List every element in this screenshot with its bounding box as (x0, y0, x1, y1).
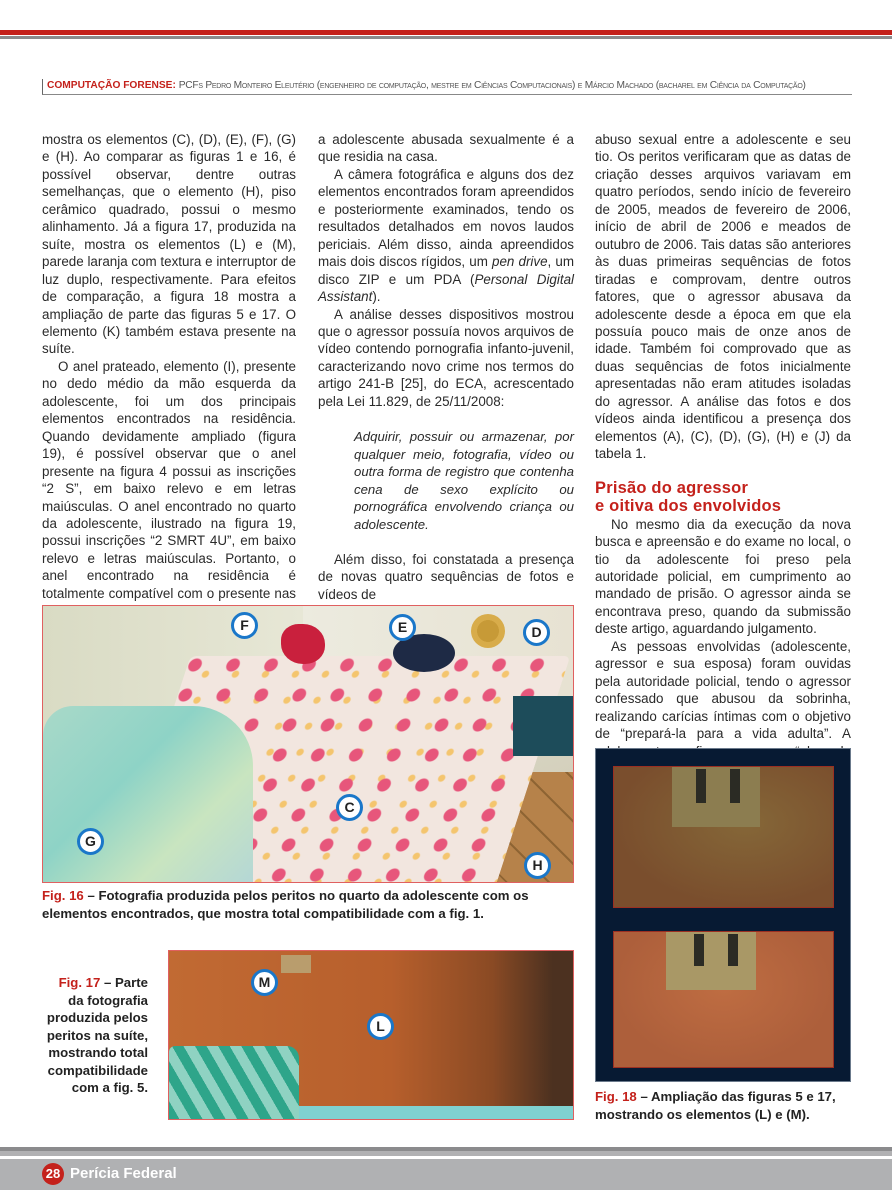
paragraph: A análise desses dispositivos mostrou que o agressor possuía novos arquivos de vídeo contendo pornografia infanto-juvenil, caracterizando novo crime nos termos do artigo 241-B [25], do ECA, acrescentado pela Lei 11.829, de 25/11/2008: (318, 306, 574, 409)
top-gray-rule (0, 36, 892, 39)
photo-sofa (169, 1046, 299, 1120)
paragraph: O anel prateado, elemento (I), presente no dedo médio da mão esquerda da adolescente, foi um dos principais elementos encontrados na residência. Quando devidamente ampliado (figura 19), é possível observar que o anel presente na figura 4 possui as inscrições “2 S”, em baixo relevo e em letras maiúsculas. O anel encontrado no quarto da adolescente, ilustrado na figura 19, possui inscrições “2 SMRT 4U”, em baixo relevo e letras maiúsculas. Portanto, o anel encontrado na residência é totalmente compatível com o presente nas (42, 358, 296, 601)
figure-label: Fig. 18 (595, 1089, 637, 1104)
italic-term: pen drive (492, 254, 548, 270)
page-number-badge: 28 (42, 1163, 64, 1185)
marker-d: D (523, 619, 550, 646)
photo-bed (299, 1106, 574, 1120)
text-column-1 (42, 131, 296, 637)
enlargement-fig5 (613, 766, 834, 908)
figure-18-caption (595, 1088, 851, 1123)
paragraph: Além disso, foi constatada a presença de novas quatro sequências de fotos e vídeos de (318, 551, 574, 602)
text-run: ). (372, 289, 381, 305)
enlargement-fig17 (613, 931, 834, 1068)
photo-light-switch (281, 955, 311, 973)
paragraph: No mesmo dia da execução da nova busca e apreensão e do exame no local, o tio da adolescente foi preso pela autoridade policial, em cumprimento ao mandado de prisão. O agressor ainda se encontrava preso, quando da submissão deste artigo, aguardando julgamento. (595, 516, 851, 637)
subheading-line: Prisão do agressor (595, 478, 749, 497)
paragraph: mostra os elementos (C), (D), (E), (F), (G) e (H). Ao comparar as figuras 1 e 16, é possível observar, dentre outras semelhanças, que o elemento (H), piso cerâmico quadrado, possui o mesmo alinhamento. Já a figura 17, produzida na suíte, mostra os elementos (L) e (M), parede laranja com textura e interruptor de luz duplo, respectivamente. Para efeitos de comparação, a figura 18 mostra a ampliação de parte das figuras 5 e 17. O elemento (K) também estava presente na suíte. (42, 132, 296, 357)
law-quote: Adquirir, possuir ou armazenar, por qualquer meio, fotografia, vídeo ou outra forma de registro que contenha cena de sexo explícito ou pornográfica envolvendo criança ou adolescente. (354, 429, 574, 532)
switch-plate (666, 932, 756, 990)
photo-red-toy (281, 624, 325, 664)
magazine-title: Perícia Federal (70, 1165, 177, 1182)
authors-line: PCFs Pedro Monteiro Eleutério (engenheiro de computação, mestre em Ciências Computacionais) e Márcio Machado (bacharel em Ciência da Computação) (178, 80, 806, 91)
top-red-rule (0, 30, 892, 35)
footer-light-rule (0, 1151, 892, 1156)
figure-17-caption (42, 974, 148, 1097)
text-column-3 (595, 131, 851, 795)
marker-h: H (524, 852, 551, 879)
photo-towel (513, 696, 573, 756)
figure-label: Fig. 16 (42, 888, 84, 903)
marker-e: E (389, 614, 416, 641)
paragraph: As pessoas envolvidas (adolescente, agressor e sua esposa) foram ouvidas pela autoridade policial, tendo o agressor confessado que abusou da sobrinha, realizando carícias íntimas com o objetivo de “prepará-la para a vida adulta”. A (595, 638, 851, 742)
photo-blanket (43, 706, 253, 883)
figure-18-enlargement (595, 748, 851, 1082)
figure-17-photo (168, 950, 574, 1120)
text-run: A câmera fotográfica e alguns dos dez elementos encontrados foram apreendidos e posteriormente examinados, tendo os resultados detalhados em novos laudos periciais. Além disso, ainda apreendidos mais dois discos rígidos, um (318, 166, 574, 270)
switch-plate (672, 767, 760, 827)
marker-g: G (77, 828, 104, 855)
paragraph: abuso sexual entre a adolescente e seu tio. Os peritos verificaram que as datas de criação desses arquivos variavam em quatro períodos, sendo início de fevereiro de 2005, meados de fevereiro de 2006, início de abril de 2006 e meados de outubro de 2006. Tais datas são anteriores às duas primeiras sequências de fotos tiradas e comprovam, dentre outros fatores, que o agressor abusava da adolescente desde a época em que ela possuía pouco mais de onze anos de idade. Também foi comprovado que as duas sequências de fotos inicialmente apresentadas não eram atitudes isoladas do agressor. A análise das fotos e dos vídeos ainda identificou a presença dos elementos (A), (C), (D), (G), (H) e (J) da tabela 1. (595, 132, 851, 462)
figure-label: Fig. 17 (58, 975, 101, 990)
photo-flower-decal (471, 614, 505, 648)
paragraph (318, 166, 574, 306)
switch-slot (730, 769, 740, 803)
figure-16-photo (42, 605, 574, 883)
running-head (42, 79, 852, 95)
text-run: , um disco ZIP e um PDA ( (318, 254, 574, 287)
marker-c: C (336, 794, 363, 821)
caption-text: – Fotografia produzida pelos peritos no quarto da adolescente com os elementos encontrados, que mostra total compatibilidade com a fig. 1. (42, 888, 529, 921)
caption-text: – Ampliação das figuras 5 e 17, mostrando os elementos (L) e (M). (595, 1089, 836, 1122)
italic-term: Personal Digital Assistant (318, 271, 574, 305)
text-column-2 (318, 131, 574, 603)
subheading (595, 479, 851, 515)
subheading-line: e oitiva dos envolvidos (595, 496, 782, 515)
switch-slot (696, 769, 706, 803)
marker-l: L (367, 1013, 394, 1040)
figure-16-caption (42, 887, 582, 922)
paragraph: a adolescente abusada sexualmente é a que residia na casa. (318, 132, 574, 165)
switch-slot (694, 934, 704, 966)
marker-f: F (231, 612, 258, 639)
switch-slot (728, 934, 738, 966)
marker-m: M (251, 969, 278, 996)
section-label: COMPUTAÇÃO FORENSE: (47, 80, 176, 91)
caption-text: – Parte da fotografia produzida pelos peritos na suíte, mostrando total compatibilidade com a fig. 5. (46, 975, 148, 1095)
